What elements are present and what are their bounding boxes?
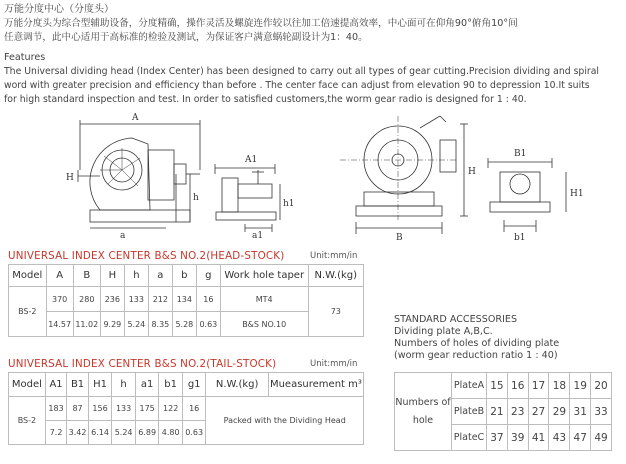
plate-a-hole: 18 — [549, 373, 570, 399]
hs-h-H: H — [100, 265, 124, 287]
label-h1: h1 — [283, 199, 295, 209]
ts-in-g1: 0.63 — [182, 421, 206, 445]
plate-a-hole: 20 — [591, 373, 612, 399]
hs-h-model: Model — [9, 265, 47, 287]
hs-mm-h: 133 — [124, 287, 148, 312]
holes-row-label-1: Numbers of — [395, 396, 451, 408]
accessories-line-2: Numbers of holes of dividing plate — [394, 338, 560, 349]
hs-in-A: 14.57 — [46, 312, 73, 337]
ts-in-h: 5.24 — [112, 421, 136, 445]
label-a1: a1 — [252, 231, 264, 241]
ts-in-B1: 3.42 — [67, 421, 88, 445]
head-stock-unit: Unit:mm/in — [310, 251, 358, 261]
ts-packed: Packed with the Dividing Head — [206, 397, 364, 445]
hs-nw: 73 — [308, 287, 363, 337]
label-A: A — [132, 113, 139, 123]
hs-h-B: B — [73, 265, 100, 287]
hs-h-nw: N.W.(kg) — [308, 265, 363, 287]
tail-stock-table — [8, 372, 364, 445]
plate-c-hole: 43 — [549, 425, 570, 451]
ts-h-A1: A1 — [45, 373, 66, 397]
hs-in-b: 5.28 — [172, 312, 196, 337]
features-label: Features — [4, 52, 46, 63]
plate-b-hole: 23 — [507, 399, 528, 425]
ts-in-a1: 6.89 — [135, 421, 159, 445]
ts-mm-A1: 183 — [45, 397, 66, 421]
accessories-title: STANDARD ACCESSORIES — [394, 314, 518, 325]
plate-a-name: PlateA — [452, 373, 487, 399]
plate-b-hole: 27 — [528, 399, 549, 425]
hs-h-A: A — [46, 265, 73, 287]
plate-b-name: PlateB — [452, 399, 487, 425]
plate-a-hole: 17 — [528, 373, 549, 399]
label-H-front: H — [468, 167, 476, 177]
label-H: H — [66, 173, 74, 183]
plate-c-hole: 47 — [570, 425, 591, 451]
ts-mm-H1: 156 — [88, 397, 112, 421]
plate-c-hole: 39 — [507, 425, 528, 451]
plate-b-hole: 29 — [549, 399, 570, 425]
holes-row-label-2: hole — [412, 414, 434, 426]
ts-h-model: Model — [9, 373, 46, 397]
hs-h-a: a — [148, 265, 172, 287]
ts-mm-a1: 175 — [135, 397, 159, 421]
label-a: a — [120, 231, 126, 241]
plate-b-hole: 31 — [570, 399, 591, 425]
head-stock-title: UNIVERSAL INDEX CENTER B&S NO.2(HEAD-STOCK) — [8, 250, 285, 262]
ts-h-h: h — [112, 373, 136, 397]
label-H1: H1 — [570, 189, 584, 199]
plate-c-name: PlateC — [452, 425, 487, 451]
hs-in-H: 9.29 — [100, 312, 124, 337]
title-cn: 万能分度中心（分度头） — [4, 4, 114, 15]
hs-in-B: 11.02 — [73, 312, 100, 337]
plate-c-hole: 37 — [487, 425, 508, 451]
ts-mm-h: 133 — [112, 397, 136, 421]
ts-h-a1: a1 — [135, 373, 159, 397]
hs-h-taper: Work hole taper — [220, 265, 308, 287]
hs-mm-b: 134 — [172, 287, 196, 312]
ts-model: BS-2 — [9, 397, 46, 445]
hs-h-g: g — [196, 265, 220, 287]
hs-mm-A: 370 — [46, 287, 73, 312]
hs-in-h: 5.24 — [124, 312, 148, 337]
ts-mm-B1: 87 — [67, 397, 88, 421]
ts-h-measure: Mueasurement m³ — [268, 373, 363, 397]
ts-h-g1: g1 — [182, 373, 206, 397]
hs-model: BS-2 — [9, 287, 47, 337]
ts-h-nw: N.W.(kg) — [206, 373, 268, 397]
label-h: h — [193, 193, 199, 203]
hs-mm-a: 212 — [148, 287, 172, 312]
ts-mm-g1: 16 — [182, 397, 206, 421]
accessories-line-1: Dividing plate A,B,C. — [394, 326, 493, 337]
label-A1: A1 — [245, 155, 258, 165]
label-B: B — [396, 233, 403, 243]
plate-holes-table — [394, 372, 612, 451]
plate-c-hole: 49 — [591, 425, 612, 451]
hs-mm-B: 280 — [73, 287, 100, 312]
ts-mm-b1: 122 — [159, 397, 183, 421]
hs-in-g: 0.63 — [196, 312, 220, 337]
plate-b-hole: 33 — [591, 399, 612, 425]
hs-mm-H: 236 — [100, 287, 124, 312]
hs-h-b: b — [172, 265, 196, 287]
hs-taper-1: MT4 — [220, 287, 308, 312]
ts-in-A1: 7.2 — [45, 421, 66, 445]
tail-stock-title: UNIVERSAL INDEX CENTER B&S NO.2(TAIL-STOCK) — [8, 358, 277, 370]
head-stock-table — [8, 264, 364, 337]
hs-h-h: h — [124, 265, 148, 287]
intro-en-line-3: for high standard inspection and test. In order to satisfied customers,the worm gear radio is designed for 1 : 40. — [4, 94, 527, 105]
accessories-line-3: (worm gear reduction ratio 1 : 40) — [394, 350, 558, 361]
intro-en-line-2: word with greater precision and efficiency than before . The center face can adjust from elevation 90 to depression 10.It suits — [4, 80, 590, 91]
hs-taper-2: B&S NO.10 — [220, 312, 308, 337]
holes-row-label — [395, 373, 452, 451]
intro-en-line-1: The Universal dividing head (Index Center) has been designed to carry out all types of gear cutting.Precision dividing and spiral — [4, 66, 600, 77]
intro-cn-line-1: 万能分度头为综合型辅助设备，分度精确，操作灵活及螺旋连作较以往加工倍速提高效率，中心面可在仰角90°俯角10°间 — [4, 18, 518, 29]
ts-in-b1: 4.80 — [159, 421, 183, 445]
ts-h-B1: B1 — [67, 373, 88, 397]
plate-c-hole: 41 — [528, 425, 549, 451]
label-b1: b1 — [514, 233, 526, 243]
ts-h-b1: b1 — [159, 373, 183, 397]
ts-in-H1: 6.14 — [88, 421, 112, 445]
tail-stock-unit: Unit:mm/in — [310, 359, 358, 369]
plate-a-hole: 19 — [570, 373, 591, 399]
plate-a-hole: 15 — [487, 373, 508, 399]
label-B1: B1 — [514, 149, 527, 159]
hs-in-a: 8.35 — [148, 312, 172, 337]
intro-cn-line-2: 任意调节，此中心适用于高标准的检验及测试，为保证客户满意蜗轮副设计为1：40。 — [4, 32, 368, 43]
ts-h-H1: H1 — [88, 373, 112, 397]
plate-a-hole: 16 — [507, 373, 528, 399]
hs-mm-g: 16 — [196, 287, 220, 312]
plate-b-hole: 21 — [487, 399, 508, 425]
dividing-head-drawing — [0, 110, 626, 245]
